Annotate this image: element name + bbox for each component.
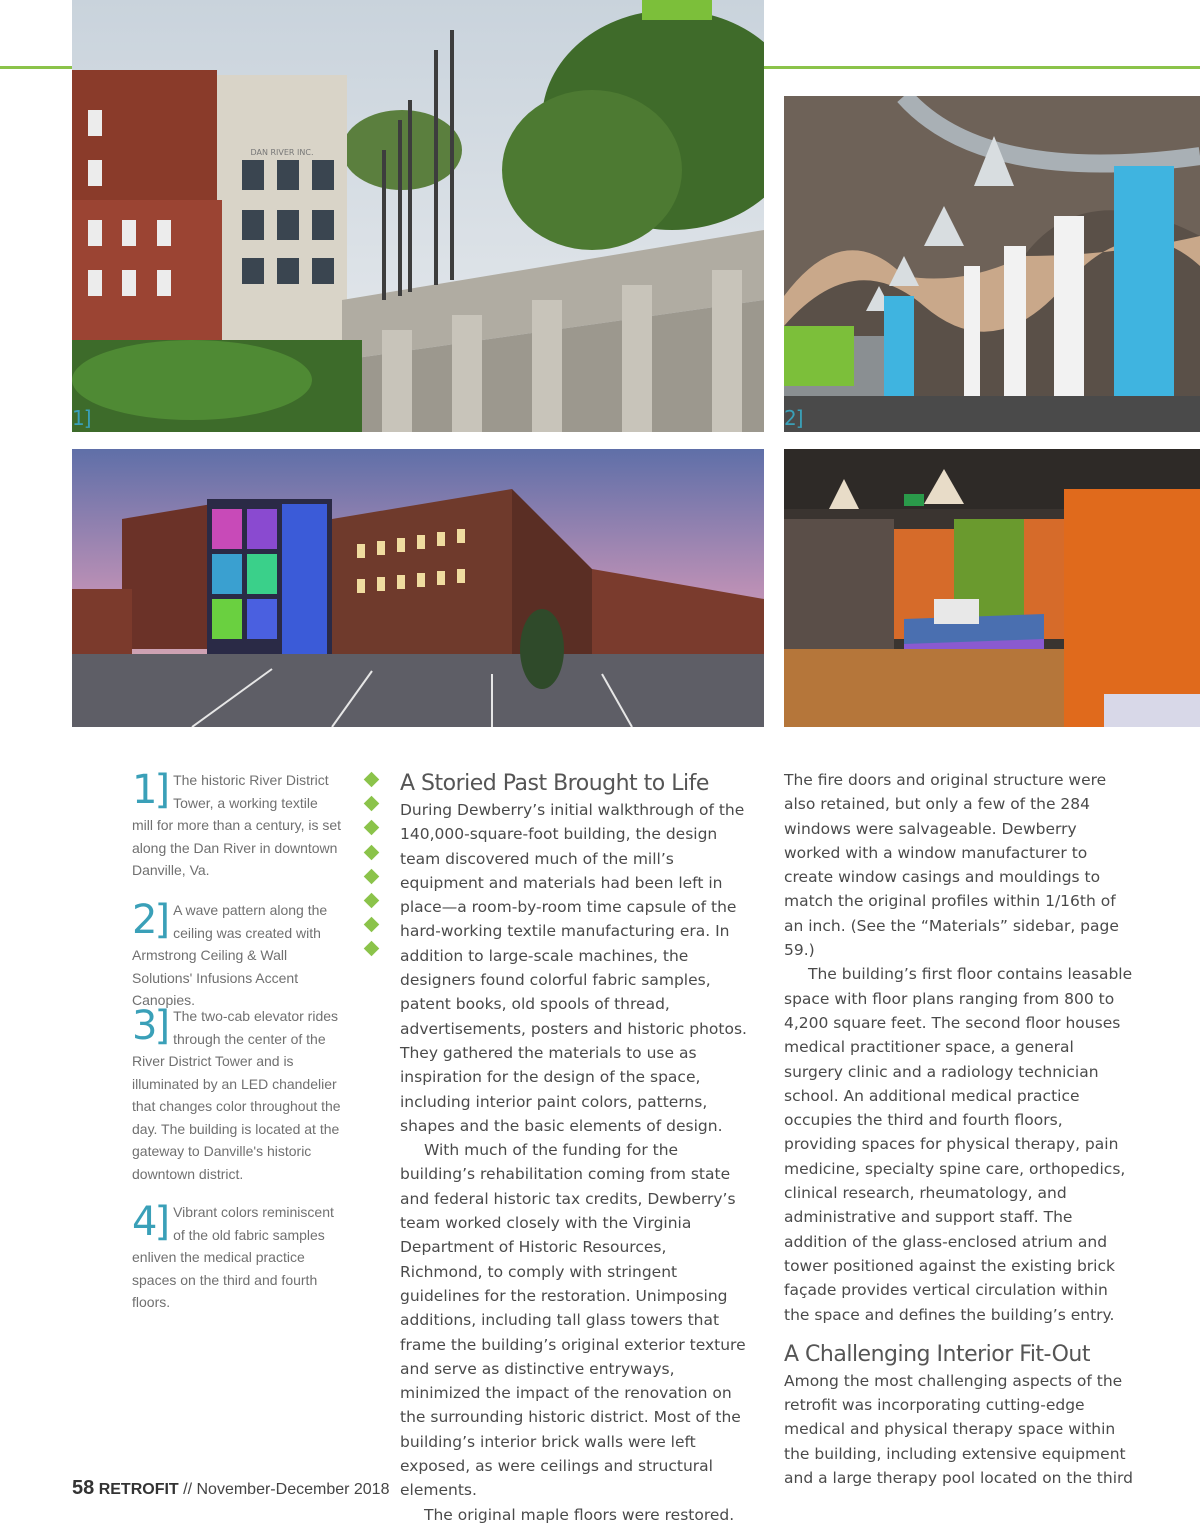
photo-medical-lobby — [784, 449, 1200, 727]
photo-tower-exterior-dusk — [72, 449, 764, 727]
diamond-icon — [364, 868, 380, 884]
photo1-building-sign: DAN RIVER INC. — [250, 148, 314, 157]
caption-text-3: The two-cab elevator rides through the center of the River District Tower and is illuminated by an LED chandelier that changes color throughout the day. The building is located at the gateway to Danville's historic downtown district. — [132, 1008, 341, 1182]
caption-text-1: The historic River District Tower, a working textile mill for more than a century, is set along the Dan River in downtown Danville, Va. — [132, 772, 342, 878]
diamond-icon — [364, 820, 380, 836]
caption-number-4: 4] — [132, 1199, 168, 1245]
caption-number-1: 1] — [132, 767, 168, 813]
diamond-icon — [364, 893, 380, 909]
article-paragraph: The building’s first floor contains leasable space with floor plans ranging from 800 to 4,200 square feet. The second floor houses medical practitioner space, a general surgery clinic and a radiology technician school. An additional medical practice occupies the third and fourth floors, providing spaces for physical therapy, pain medicine, specialty spine care, orthopedics, clinical research, rheumatology, and administrative and support staff. The addition of the glass-enclosed atrium and tower positioned against the existing brick façade provides vertical circulation within the space and defines the building’s entry. — [784, 965, 1133, 1324]
caption-3 — [132, 1005, 342, 1185]
article-paragraph: Among the most challenging aspects of the retrofit was incorporating cutting-edge medical and physical therapy space within the building, including extensive equipment and a large therapy pool located on the third — [784, 1371, 1133, 1488]
article-paragraph: During Dewberry’s initial walkthrough of the 140,000-square-foot building, the design team discovered much of the mill’s equipment and materials had been left in place—a room-by-room time capsule of the hard-working textile manufacturing era. In addition to large-scale machines, the designers found colorful fabric samples, patent books, old spools of thread, advertisements, posters and historic photos. They gathered the materials to use as inspiration for the design of the space, including interior paint colors, patterns, shapes and the basic elements of design. — [400, 801, 747, 1135]
decorative-diamonds — [362, 768, 384, 968]
article-column-right — [784, 768, 1134, 1490]
diamond-icon — [364, 844, 380, 860]
caption-4 — [132, 1201, 342, 1314]
accent-rule-right — [764, 66, 1200, 69]
caption-text-4: Vibrant colors reminiscent of the old fabric samples enliven the medical practice spaces on the third and fourth floors. — [132, 1204, 334, 1310]
article-paragraph: The original maple floors were restored. — [424, 1505, 735, 1524]
caption-text-2: A wave pattern along the ceiling was created with Armstrong Ceiling & Wall Solutions' Infusions Accent Canopies. — [132, 902, 328, 1008]
caption-number-3: 3] — [132, 1003, 168, 1049]
magazine-name: RETROFIT — [98, 1481, 179, 1498]
article-paragraph: With much of the funding for the building’s rehabilitation coming from state and federal historic tax credits, Dewberry’s team worked closely with the Virginia Department of Historic Resources, Richmond, to comply with stringent guidelines for the restoration. Unimposing additions, including tall glass towers that frame the building’s original exterior texture and serve as distinctive entryways, minimized the impact of the renovation on the surrounding historic district. Most of the building’s interior brick walls were left exposed, as were ceilings and structural elements. — [400, 1141, 746, 1500]
diamond-icon — [364, 796, 380, 812]
article-column-middle — [400, 770, 752, 1527]
caption-1 — [132, 769, 342, 882]
page-number: 58 — [72, 1477, 95, 1499]
section-heading-interior-fit-out: A Challenging Interior Fit-Out — [784, 1341, 1090, 1367]
issue-date: November-December 2018 — [196, 1481, 390, 1498]
accent-rule-left — [0, 66, 72, 69]
diamond-icon — [364, 772, 380, 788]
article-paragraph: The fire doors and original structure were also retained, but only a few of the 284 windows were salvageable. Dewberry worked with a window manufacturer to create window casings and mouldings to match the original profiles within 1/16th of an inch. (See the “Materials” sidebar, page 59.) — [784, 771, 1119, 960]
photo-river-district-tower — [72, 0, 764, 432]
caption-2 — [132, 899, 342, 1012]
photo-number-2: 2] — [784, 406, 803, 430]
photo-number-1: 1] — [72, 406, 91, 430]
caption-number-2: 2] — [132, 897, 168, 943]
diamond-icon — [364, 917, 380, 933]
diamond-icon — [364, 941, 380, 957]
section-heading-storied-past: A Storied Past Brought to Life — [400, 771, 709, 796]
page-footer — [72, 1477, 389, 1500]
footer-separator: // — [183, 1481, 193, 1498]
photo-ceiling-canopies — [784, 96, 1200, 432]
